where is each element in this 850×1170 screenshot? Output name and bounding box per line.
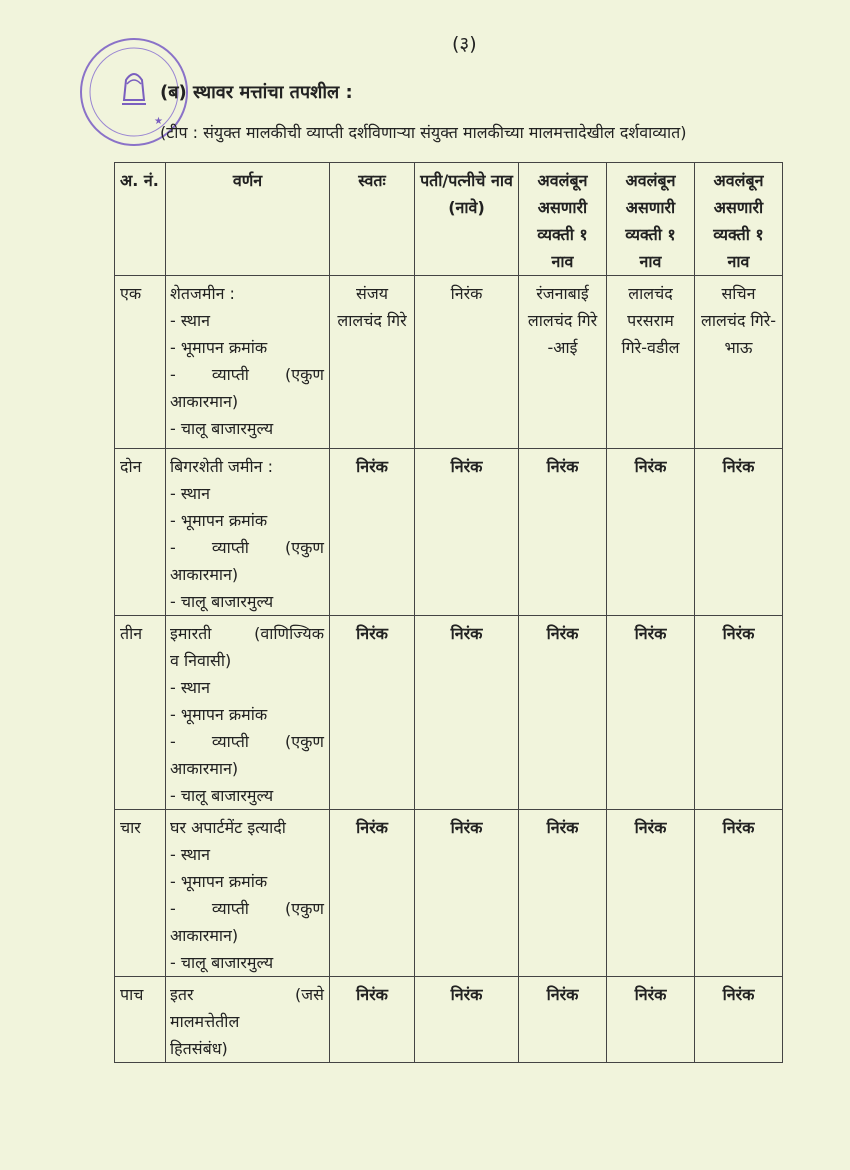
dependent-3-cell: निरंक — [695, 810, 783, 977]
header-spouse: पती/पत्नीचे नाव (नावे) — [415, 163, 519, 276]
description-line: - स्थान — [170, 311, 211, 330]
description-line: - व्याप्ती (एकुण — [170, 732, 324, 751]
dependent-2-cell: निरंक — [607, 449, 695, 616]
description-line: हितसंबंध) — [170, 1039, 228, 1058]
svg-text:★: ★ — [154, 116, 163, 127]
table-row — [115, 276, 783, 449]
description-line: - चालू बाजारमुल्य — [170, 592, 274, 611]
dependent-2-cell: लालचंद परसराम गिरे-वडील — [607, 276, 695, 449]
spouse-cell: निरंक — [415, 977, 519, 1063]
section-heading: (ब) स्थावर मत्तांचा तपशील : — [160, 82, 353, 103]
table-header-row — [115, 163, 783, 276]
description-line: घर अपार्टमेंट इत्यादी — [170, 818, 286, 837]
description-cell — [166, 276, 330, 449]
description-cell — [166, 977, 330, 1063]
description-line: - व्याप्ती (एकुण — [170, 365, 324, 384]
serial-cell: एक — [115, 276, 166, 449]
description-line: - स्थान — [170, 678, 211, 697]
self-cell: निरंक — [330, 810, 415, 977]
dependent-3-cell: सचिन लालचंद गिरे-भाऊ — [695, 276, 783, 449]
self-cell: संजय लालचंद गिरे — [330, 276, 415, 449]
description-line: - भूमापन क्रमांक — [170, 338, 268, 357]
serial-cell: दोन — [115, 449, 166, 616]
self-cell: निरंक — [330, 449, 415, 616]
dependent-2-cell: निरंक — [607, 977, 695, 1063]
description-line: - स्थान — [170, 845, 211, 864]
description-line: इतर (जसे — [170, 985, 324, 1004]
header-dependent-1: अवलंबून असणारी व्यक्ती १ नाव — [519, 163, 607, 276]
dependent-1-cell: निरंक — [519, 616, 607, 810]
description-line: शेतजमीन : — [170, 284, 235, 303]
description-line: आकारमान) — [170, 392, 239, 411]
dependent-1-cell: निरंक — [519, 449, 607, 616]
dependent-3-cell: निरंक — [695, 977, 783, 1063]
description-cell — [166, 616, 330, 810]
description-line: - भूमापन क्रमांक — [170, 511, 268, 530]
spouse-cell: निरंक — [415, 449, 519, 616]
spouse-cell: निरंक — [415, 276, 519, 449]
description-line: आकारमान) — [170, 926, 239, 945]
description-line: व निवासी) — [170, 651, 232, 670]
serial-cell: तीन — [115, 616, 166, 810]
table-row — [115, 449, 783, 616]
description-line: आकारमान) — [170, 565, 239, 584]
table-row — [115, 977, 783, 1063]
dependent-2-cell: निरंक — [607, 616, 695, 810]
description-line: मालमत्तेतील — [170, 1012, 240, 1031]
self-cell: निरंक — [330, 616, 415, 810]
section-note: (टीप : संयुक्त मालकीची व्याप्ती दर्शविणाऱ्या संयुक्त मालकीच्या मालमत्तादेखील दर्शवाव्यात) — [160, 123, 687, 142]
header-serial: अ. नं. — [115, 163, 166, 276]
description-cell — [166, 449, 330, 616]
description-line: - भूमापन क्रमांक — [170, 705, 268, 724]
header-dependent-3: अवलंबून असणारी व्यक्ती १ नाव — [695, 163, 783, 276]
description-line: इमारती (वाणिज्यिक — [170, 624, 324, 643]
table-row — [115, 810, 783, 977]
dependent-1-cell: रंजनाबाई लालचंद गिरे -आई — [519, 276, 607, 449]
dependent-1-cell: निरंक — [519, 977, 607, 1063]
spouse-cell: निरंक — [415, 810, 519, 977]
header-description: वर्णन — [166, 163, 330, 276]
header-dependent-2: अवलंबून असणारी व्यक्ती १ नाव — [607, 163, 695, 276]
description-line: - चालू बाजारमुल्य — [170, 419, 274, 438]
header-self: स्वतः — [330, 163, 415, 276]
description-line: - स्थान — [170, 484, 211, 503]
dependent-2-cell: निरंक — [607, 810, 695, 977]
serial-cell: चार — [115, 810, 166, 977]
spouse-cell: निरंक — [415, 616, 519, 810]
page-number: (३) — [452, 33, 477, 55]
immovable-assets-table — [114, 162, 783, 1063]
serial-cell: पाच — [115, 977, 166, 1063]
description-line: - व्याप्ती (एकुण — [170, 899, 324, 918]
table-row — [115, 616, 783, 810]
description-cell — [166, 810, 330, 977]
description-line: बिगरशेती जमीन : — [170, 457, 274, 476]
dependent-3-cell: निरंक — [695, 616, 783, 810]
description-line: - चालू बाजारमुल्य — [170, 786, 274, 805]
description-line: - व्याप्ती (एकुण — [170, 538, 324, 557]
dependent-1-cell: निरंक — [519, 810, 607, 977]
dependent-3-cell: निरंक — [695, 449, 783, 616]
description-line: आकारमान) — [170, 759, 239, 778]
description-line: - भूमापन क्रमांक — [170, 872, 268, 891]
description-line: - चालू बाजारमुल्य — [170, 953, 274, 972]
self-cell: निरंक — [330, 977, 415, 1063]
